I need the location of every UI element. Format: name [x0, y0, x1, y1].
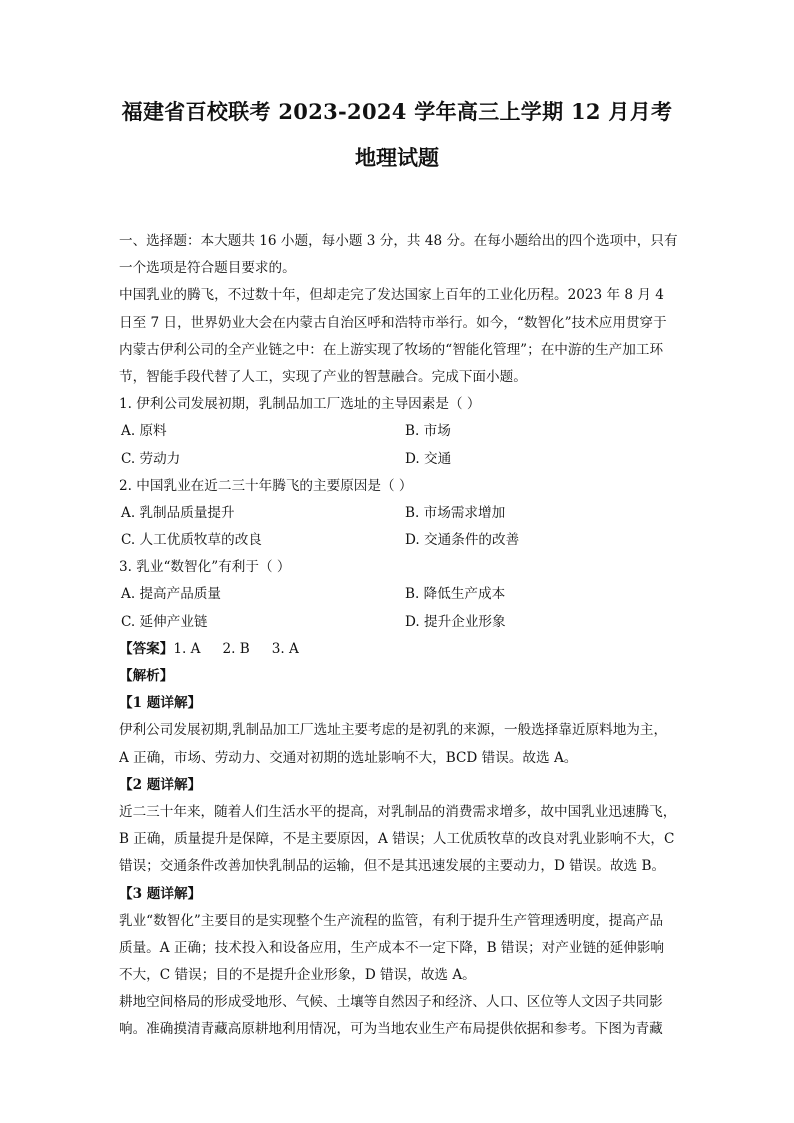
passage-line: 节，智能手段代替了人工，实现了产业的智慧融合。完成下面小题。: [119, 368, 527, 385]
option-row: [119, 527, 679, 554]
option-row: [119, 446, 679, 473]
option-c: C. 人工优质牧草的改良: [121, 532, 262, 549]
question-stem: 2. 中国乳业在近二三十年腾飞的主要原因是（ ）: [119, 477, 413, 494]
question-stem: 1. 伊利公司发展初期，乳制品加工厂选址的主导因素是（ ）: [119, 396, 481, 413]
option-c: C. 延伸产业链: [121, 613, 208, 630]
passage-line: 中国乳业的腾飞，不过数十年，但却走完了发达国家上百年的工业化历程。2023 年 8 月 4: [119, 287, 664, 304]
question-stem: 3. 乳业“数智化”有利于（ ）: [119, 559, 291, 576]
document-body: [119, 228, 679, 1044]
detail-heading: 【2 题详解】: [119, 776, 202, 793]
option-a: A. 提高产品质量: [121, 586, 222, 603]
detail-line: 不大，C 错误；目的不是提升企业形象，D 错误，故选 A。: [119, 967, 476, 984]
section-intro-line: 一个选项是符合题目要求的。: [119, 260, 296, 277]
analysis-label: 【解析】: [119, 668, 174, 684]
option-d: D. 交通: [405, 450, 452, 467]
document-subtitle: 地理试题: [355, 145, 439, 170]
option-row: [119, 500, 679, 527]
detail-heading: 【3 题详解】: [119, 885, 202, 902]
answer-item: 3. A: [271, 640, 299, 657]
option-a: A. 原料: [121, 423, 167, 440]
option-b: B. 市场需求增加: [405, 504, 506, 521]
option-a: A. 乳制品质量提升: [121, 504, 235, 521]
answer-label: 【答案】: [119, 640, 174, 657]
option-d: D. 提升企业形象: [405, 613, 506, 630]
answer-item: 2. B: [222, 640, 250, 657]
passage-line: 日至 7 日，世界奶业大会在内蒙古自治区呼和浩特市举行。如今，“数智化”技术应用贯穿于: [119, 314, 667, 331]
detail-line: 伊利公司发展初期,乳制品加工厂选址主要考虑的是初乳的来源，一般选择靠近原料地为主，: [119, 722, 668, 739]
option-b: B. 降低生产成本: [405, 586, 506, 603]
detail-line: 乳业“数智化”主要目的是实现整个生产流程的监管，有利于提升生产管理透明度，提高产品: [119, 912, 664, 929]
option-row: [119, 581, 679, 608]
detail-line: 质量。A 正确；技术投入和设备应用，生产成本不一定下降，B 错误；对产业链的延伸影响: [119, 939, 665, 956]
detail-line: 错误；交通条件改善加快乳制品的运输，但不是其迅速发展的主要动力，D 错误。故选 B。: [119, 858, 666, 875]
option-d: D. 交通条件的改善: [405, 532, 520, 549]
detail-line: B 正确，质量提升是保障，不是主要原因，A 错误；人工优质牧草的改良对乳业影响不大，C: [119, 831, 675, 848]
answer-item: 1. A: [173, 640, 201, 657]
detail-line: A 正确，市场、劳动力、交通对初期的选址影响不大，BCD 错误。故选 A。: [119, 749, 578, 766]
option-row: [119, 418, 679, 445]
option-c: C. 劳动力: [121, 450, 181, 467]
detail-heading: 【1 题详解】: [119, 695, 202, 712]
document-title: 福建省百校联考 2023-2024 学年高三上学期 12 月月考: [121, 99, 673, 124]
answer-line: [119, 636, 679, 663]
section-intro-line: 一、选择题：本大题共 16 小题，每小题 3 分，共 48 分。在每小题给出的四个选项中，只有: [119, 233, 678, 249]
passage-line: 内蒙古伊利公司的全产业链之中：在上游实现了牧场的“智能化管理”；在中游的生产加工环: [119, 341, 664, 358]
option-b: B. 市场: [405, 423, 451, 440]
passage-line: 耕地空间格局的形成受地形、气候、土壤等自然因子和经济、人口、区位等人文因子共同影: [119, 994, 663, 1011]
passage-line: 响。准确摸清青藏高原耕地利用情况，可为当地农业生产布局提供依据和参考。下图为青藏: [119, 1021, 663, 1038]
detail-line: 近二三十年来，随着人们生活水平的提高，对乳制品的消费需求增多，故中国乳业迅速腾飞，: [119, 803, 677, 820]
option-row: [119, 609, 679, 636]
